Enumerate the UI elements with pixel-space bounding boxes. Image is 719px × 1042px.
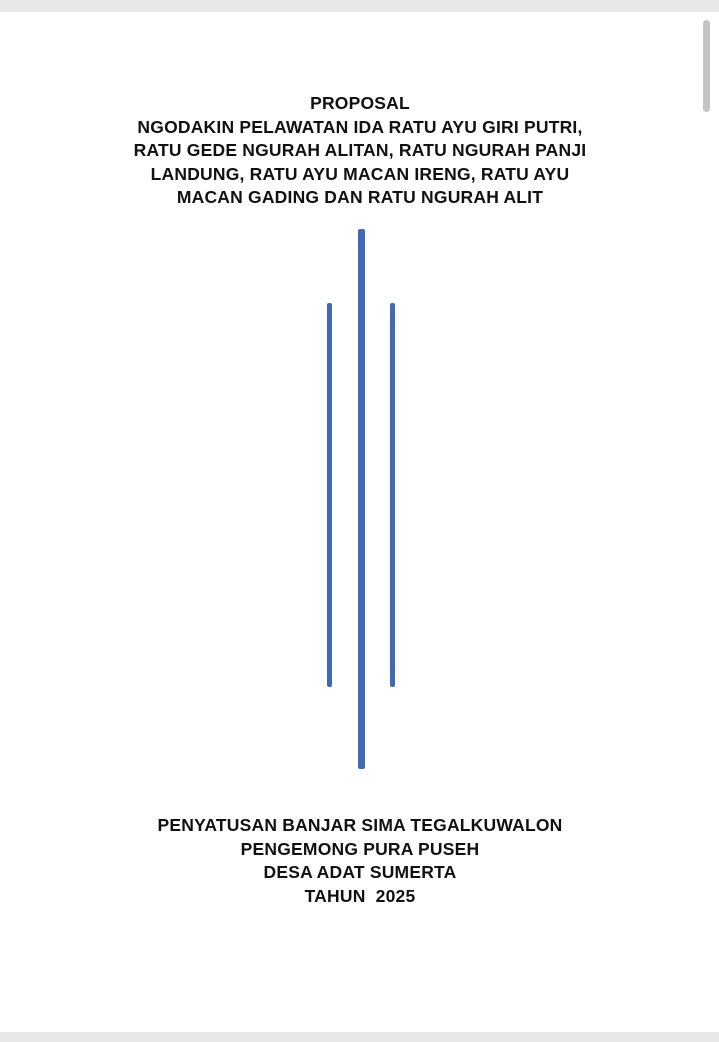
- decorative-line-left: [327, 303, 332, 687]
- decorative-line-right: [390, 303, 395, 687]
- decorative-line-center: [358, 229, 365, 769]
- proposal-footer: [60, 814, 660, 908]
- footer-line: TAHUN 2025: [304, 885, 416, 906]
- title-line: LANDUNG, RATU AYU MACAN IRENG, RATU AYU: [150, 163, 570, 184]
- viewer-top-edge: [0, 0, 719, 12]
- viewer-bottom-edge: [0, 1032, 719, 1042]
- title-line: RATU GEDE NGURAH ALITAN, RATU NGURAH PANJI: [133, 140, 587, 160]
- title-line: NGODAKIN PELAWATAN IDA RATU AYU GIRI PUTRI,: [137, 116, 583, 137]
- vertical-scrollbar[interactable]: [703, 20, 710, 112]
- footer-line: DESA ADAT SUMERTA: [263, 862, 457, 882]
- document-page: [0, 12, 719, 1032]
- title-line: PROPOSAL: [310, 93, 410, 113]
- footer-line: PENYATUSAN BANJAR SIMA TEGALKUWALON: [157, 815, 563, 835]
- proposal-title: [60, 92, 660, 210]
- title-line: MACAN GADING DAN RATU NGURAH ALIT: [176, 187, 544, 207]
- footer-line: PENGEMONG PURA PUSEH: [240, 838, 480, 859]
